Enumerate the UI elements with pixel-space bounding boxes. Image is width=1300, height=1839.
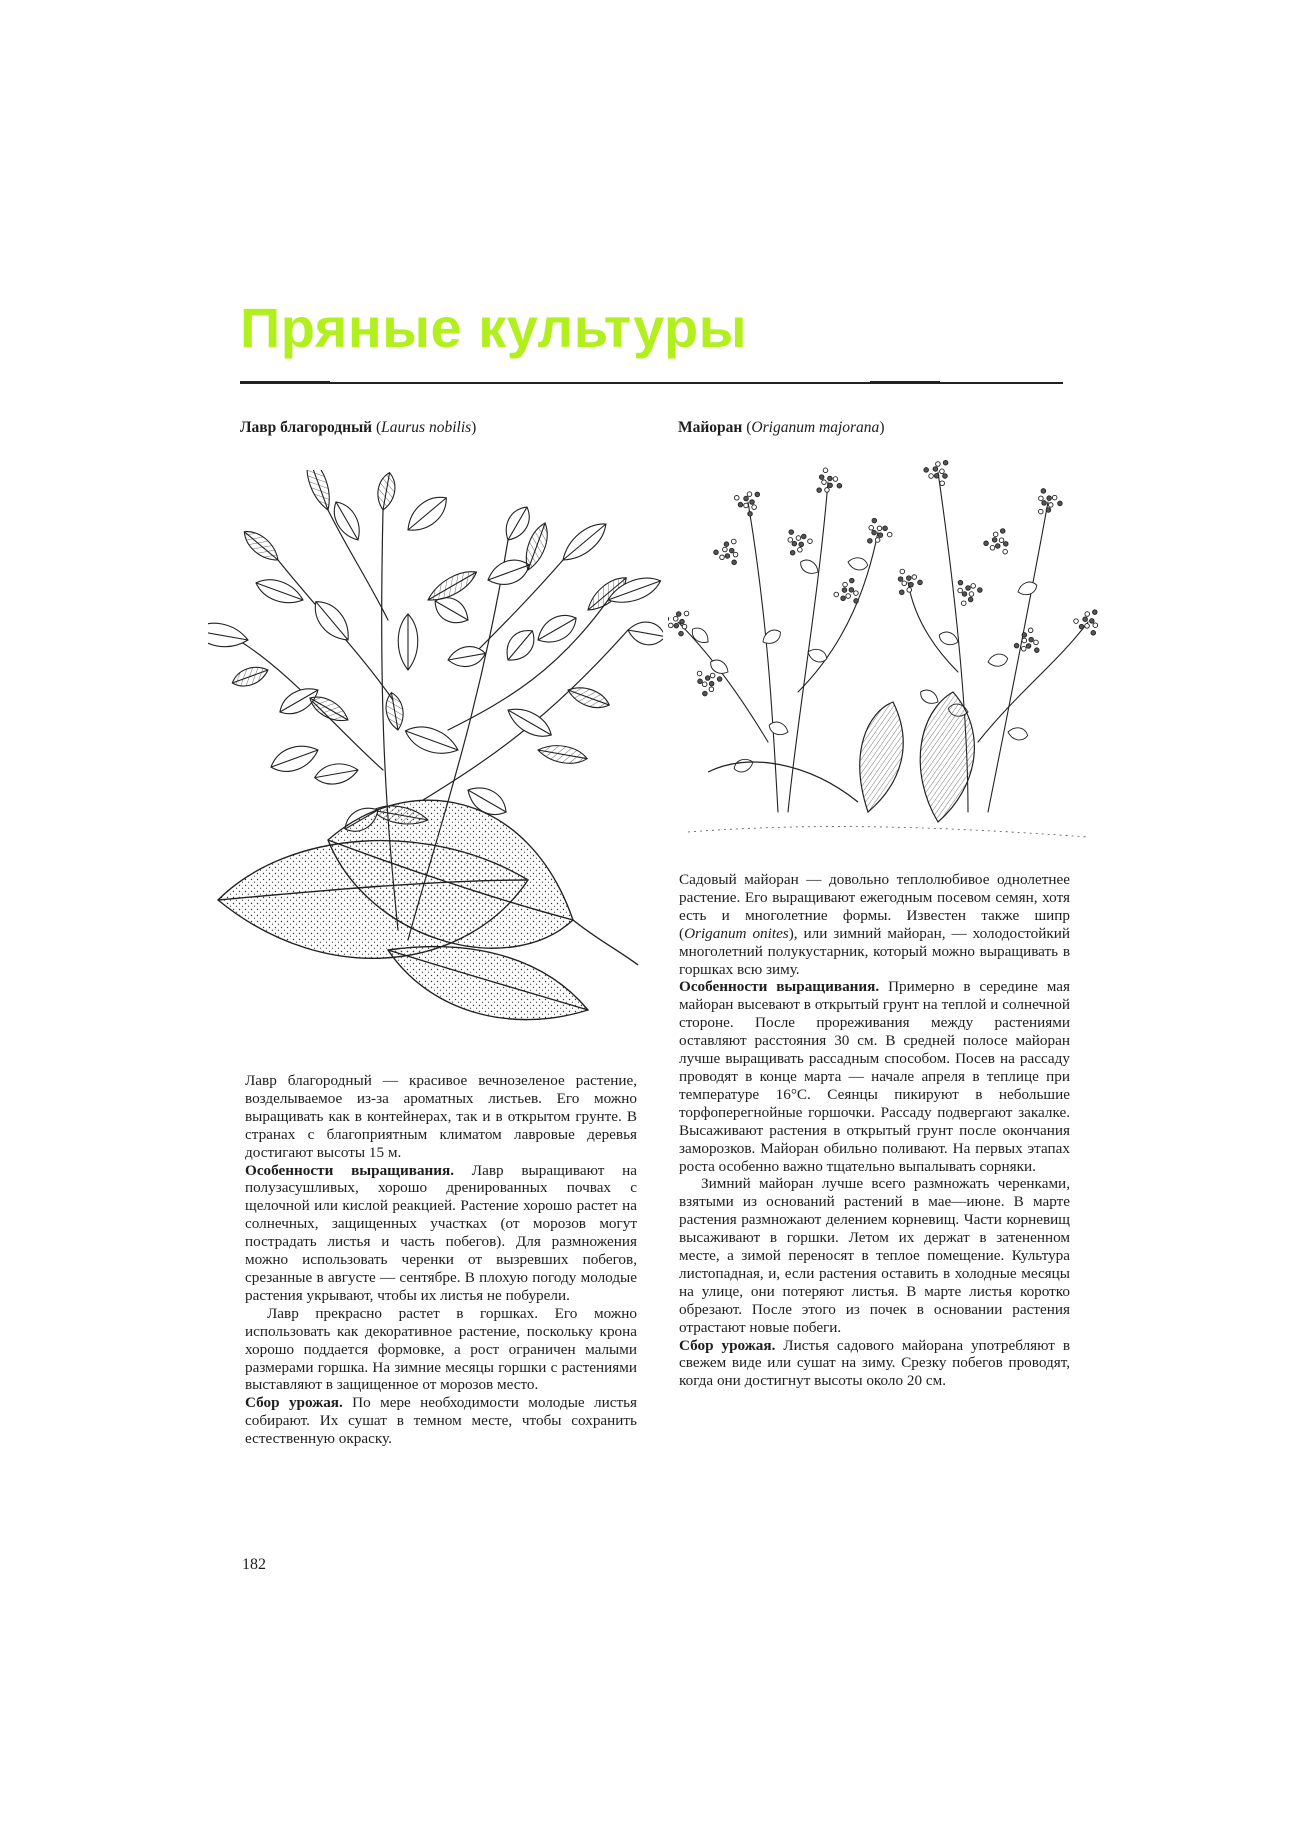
- marjoram-flower: [732, 560, 737, 565]
- marjoram-flower: [668, 623, 673, 628]
- laurel-text: [245, 1072, 637, 1448]
- marjoram-flower: [1047, 496, 1052, 501]
- marjoram-intro: [679, 871, 1070, 978]
- marjoram-flower: [909, 582, 914, 587]
- marjoram-flower: [887, 532, 892, 537]
- marjoram-flower: [682, 624, 687, 629]
- laurel-leaf: [626, 619, 663, 648]
- marjoram-flower: [868, 539, 873, 544]
- marjoram-flower: [674, 623, 679, 628]
- marjoram-intro-latin: Origanum onites: [684, 924, 789, 942]
- marjoram-flower: [679, 631, 684, 636]
- marjoram-flower: [918, 580, 923, 585]
- marjoram-flower: [738, 502, 743, 507]
- marjoram-leaf: [937, 630, 960, 648]
- marjoram-text: [679, 871, 1070, 1390]
- marjoram-flower: [828, 476, 833, 481]
- marjoram-flower: [1000, 529, 1005, 534]
- laurel-growing-text: Лавр выращивают на полузасушливых, хорошо дренированных почвах с щелочной или кислой реакцией. Растение хорошо растет на солнечных, защищенных участках (от морозов могут пострадать листья и часть побегов). Для размножения можно использовать черенки от вызревших побегов, срезанные в августе — сентябре. В плохую погоду молодые растения укрывают, чтобы их листья не побурели.: [245, 1161, 638, 1304]
- marjoram-flower: [878, 533, 883, 538]
- marjoram-flower: [823, 468, 828, 473]
- laurel-heading: [240, 418, 476, 438]
- marjoram-flower: [717, 677, 722, 682]
- marjoram-flower: [854, 599, 859, 604]
- marjoram-flower: [790, 550, 795, 555]
- marjoram-flower: [1034, 648, 1039, 653]
- marjoram-growing-paragraph: [679, 978, 1070, 1175]
- marjoram-flower: [725, 554, 730, 559]
- marjoram-flower: [902, 581, 907, 586]
- marjoram-flower: [1085, 624, 1090, 629]
- marjoram-flower: [999, 538, 1004, 543]
- marjoram-flower: [668, 617, 669, 622]
- marjoram-flower: [854, 591, 859, 596]
- laurel-harvest-text: По мере необходимости молодые листья собирают. Их сушат в темном месте, чтобы сохранить естественную окраску.: [245, 1394, 637, 1448]
- marjoram-flower: [1029, 637, 1034, 642]
- marjoram-flower: [924, 468, 929, 473]
- marjoram-flower: [792, 541, 797, 546]
- marjoram-flower: [673, 616, 678, 621]
- marjoram-flower: [936, 462, 941, 467]
- marjoram-flower: [825, 488, 830, 493]
- page-number: 182: [242, 1556, 266, 1573]
- marjoram-flower: [883, 526, 888, 531]
- laurel-leaf: [499, 624, 541, 668]
- laurel-leaf: [208, 619, 250, 651]
- marjoram-flower: [1038, 509, 1043, 514]
- marjoram-leaf: [806, 646, 829, 664]
- marjoram-flower: [993, 532, 998, 537]
- marjoram-flower: [724, 542, 729, 547]
- marjoram-flower: [834, 592, 839, 597]
- marjoram-flower: [899, 590, 904, 595]
- laurel-leaf: [565, 682, 612, 713]
- marjoram-flower: [733, 552, 738, 557]
- marjoram-flower: [755, 492, 760, 497]
- marjoram-winter-paragraph: Зимний майоран лучше всего размножать черенками, взятыми из оснований растений в мае—июне. В марте растения размножают делением корневищ. Части корневищ высаживают в горшки. Летом их держат в затененном месте, а зимой переносят в теплое помещение. Культура листопадная, и, если растения оставить в холодные месяцы на улице, они потеряют листья. В марте листья коротко обрезают. После этого из почек в основании растения отрастают новые побеги.: [679, 1175, 1070, 1336]
- marjoram-flower: [747, 492, 752, 497]
- marjoram-flower: [1003, 542, 1008, 547]
- marjoram-flower: [1091, 630, 1096, 635]
- laurel-leaf: [307, 594, 356, 647]
- marjoram-leaf: [732, 756, 755, 774]
- marjoram-flower: [720, 555, 725, 560]
- marjoram-flower: [841, 596, 846, 601]
- marjoram-leaf: [918, 687, 941, 707]
- laurel-leaf: [398, 614, 418, 670]
- laurel-leaf: [253, 574, 307, 609]
- marjoram-flower: [744, 496, 749, 501]
- marjoram-flower: [1048, 503, 1053, 508]
- divider-accent-right: [870, 381, 940, 384]
- marjoram-flower: [801, 534, 806, 539]
- marjoram-flower: [1090, 619, 1095, 624]
- marjoram-flower: [1052, 495, 1057, 500]
- marjoram-flower: [723, 547, 728, 552]
- marjoram-flower: [1034, 640, 1039, 645]
- marjoram-flower: [1041, 489, 1046, 494]
- marjoram-flower: [872, 518, 877, 523]
- laurel-growing-label: Особенности выращивания.: [245, 1161, 455, 1179]
- marjoram-flower: [940, 481, 945, 486]
- marjoram-heading-latin: Origanum majorana: [751, 419, 880, 436]
- marjoram-flower: [900, 569, 905, 574]
- marjoram-heading-name: Майоран: [678, 419, 743, 436]
- divider-accent-left: [240, 381, 330, 384]
- marjoram-flower: [929, 474, 934, 479]
- marjoram-leaf: [987, 653, 1009, 668]
- marjoram-flower: [958, 580, 963, 585]
- laurel-harvest-label: Сбор урожая.: [245, 1394, 343, 1412]
- marjoram-flower: [1003, 549, 1008, 554]
- marjoram-flower: [1022, 633, 1027, 638]
- marjoram-leaf: [1016, 580, 1039, 598]
- marjoram-flower: [877, 526, 882, 531]
- laurel-leaf: [401, 489, 454, 538]
- marjoram-flower: [898, 577, 903, 582]
- laurel-leaf: [557, 517, 612, 568]
- laurel-leaf: [229, 662, 270, 691]
- marjoram-flower: [808, 539, 813, 544]
- laurel-leaf: [532, 608, 581, 649]
- marjoram-heading-paren-close: ): [879, 419, 885, 436]
- marjoram-flower: [789, 530, 794, 535]
- marjoram-flower: [1079, 624, 1084, 629]
- marjoram-growing-text: Примерно в середине мая майоран высевают в открытый грунт на теплой и солнечной стороне. После прореживания между растениями оставляют расстояния 30 см. В средней полосе майоран лучше выращивать рассадным способом. Посев на рассаду проводят в конце марта — начале апреля в теплице при температуре 16°С. Сеянцы пикируют в небольшие торфоперегнойные горшочки. Рассаду подвергают закалке. Высаживают растения в открытый грунт после окончания заморозков. Майоран обильно поливают. На первых этапах роста особенно важно тщательно выпалывать сорняки.: [679, 978, 1071, 1175]
- marjoram-flower: [698, 679, 703, 684]
- marjoram-flower: [962, 592, 967, 597]
- laurel-leaf: [313, 760, 360, 787]
- marjoram-flower: [837, 483, 842, 488]
- marjoram-flower: [788, 538, 793, 543]
- title-divider: [240, 382, 1063, 384]
- laurel-heading-paren-open: (: [372, 419, 382, 436]
- marjoram-flower: [799, 542, 804, 547]
- marjoram-flower: [1074, 619, 1079, 624]
- laurel-heading-paren-close: ): [471, 419, 477, 436]
- marjoram-flower: [869, 525, 874, 530]
- marjoram-flower: [990, 545, 995, 550]
- marjoram-flower: [968, 597, 973, 602]
- laurel-heading-latin: Laurus nobilis: [381, 419, 472, 436]
- marjoram-leaf: [689, 625, 712, 647]
- marjoram-flower: [943, 474, 948, 479]
- marjoram-flower: [714, 550, 719, 555]
- marjoram-leaf: [847, 556, 869, 571]
- laurel-intro: Лавр благородный — красивое вечнозеленое растение, возделываемое из-за ароматных листьев. Его можно выращивать как в контейнерах, так и в открытом грунте. В странах с благоприятным климатом лавровые деревья достигают высоты 15 м.: [245, 1072, 637, 1161]
- laurel-leaf: [503, 702, 556, 744]
- marjoram-flower: [697, 671, 702, 676]
- marjoram-flower: [752, 505, 757, 510]
- marjoram-flower: [1046, 508, 1051, 513]
- marjoram-flower: [1085, 612, 1090, 617]
- marjoram-leaf: [1007, 726, 1029, 741]
- marjoram-flower: [709, 687, 714, 692]
- marjoram-flower: [705, 676, 710, 681]
- marjoram-heading-paren-open: (: [742, 419, 752, 436]
- marjoram-flower: [798, 547, 803, 552]
- marjoram-flower: [992, 538, 997, 543]
- marjoram-flower: [943, 460, 948, 465]
- marjoram-flower: [1022, 638, 1027, 643]
- marjoram-flower: [1093, 610, 1098, 615]
- marjoram-flower: [940, 469, 945, 474]
- marjoram-leaf: [760, 627, 783, 647]
- laurel-leaf: [383, 691, 406, 731]
- marjoram-flower: [819, 475, 824, 480]
- marjoram-flower: [849, 578, 854, 583]
- marjoram-flower: [1093, 623, 1098, 628]
- laurel-harvest-paragraph: [245, 1394, 637, 1448]
- marjoram-flower: [744, 503, 749, 508]
- marjoram-harvest-text: Листья садового майорана употребляют в свежем виде или сушат на зиму. Срезку побегов проводят, когда они достигнут высоты около 20 см.: [679, 1336, 1071, 1390]
- marjoram-flower: [731, 539, 736, 544]
- laurel-leaf: [375, 471, 398, 511]
- laurel-leaf: [402, 720, 462, 760]
- marjoram-flower: [1021, 646, 1026, 651]
- marjoram-flower: [1026, 644, 1031, 649]
- marjoram-flower: [971, 584, 976, 589]
- page-title: Пряные культуры: [240, 296, 748, 359]
- marjoram-flower: [676, 612, 681, 617]
- marjoram-flower: [1028, 628, 1033, 633]
- marjoram-flower: [849, 588, 854, 593]
- marjoram-flower: [875, 538, 880, 543]
- marjoram-flower: [817, 488, 822, 493]
- marjoram-flower: [833, 477, 838, 482]
- laurel-leaf: [537, 742, 589, 767]
- marjoram-flower: [958, 588, 963, 593]
- marjoram-flower: [872, 530, 877, 535]
- marjoram-flower: [843, 582, 848, 587]
- marjoram-flower: [934, 473, 939, 478]
- marjoram-flower: [846, 594, 851, 599]
- laurel-heading-name: Лавр благородный: [240, 419, 373, 436]
- laurel-leaf: [500, 502, 536, 545]
- marjoram-intro-b: ), или зимний майоран, — холодостойкий многолетний полукустарник, который можно выращивать в горшках всю зиму.: [679, 924, 1070, 978]
- marjoram-leaf: [767, 720, 790, 738]
- marjoram-plant-icon: [668, 442, 1098, 842]
- marjoram-flower: [796, 536, 801, 541]
- marjoram-flower: [1042, 501, 1047, 506]
- marjoram-flower: [748, 512, 753, 517]
- marjoram-flower: [702, 682, 707, 687]
- marjoram-flower: [842, 588, 847, 593]
- marjoram-leaf: [798, 557, 821, 577]
- marjoram-flower: [680, 619, 685, 624]
- marjoram-flower: [933, 467, 938, 472]
- marjoram-flower: [984, 541, 989, 546]
- laurel-leaf: [301, 470, 336, 513]
- marjoram-flower: [828, 483, 833, 488]
- marjoram-flower: [969, 592, 974, 597]
- marjoram-flower: [703, 691, 708, 696]
- marjoram-flower: [750, 500, 755, 505]
- marjoram-intro-a: Садовый майоран — довольно теплолюбивое однолетнее растение. Его выращивают ежегодным посевом семян, хотя есть и многолетние формы. Известен также шипр (: [679, 871, 1070, 942]
- marjoram-flower: [907, 576, 912, 581]
- marjoram-flower: [907, 588, 912, 593]
- marjoram-flower: [684, 611, 689, 616]
- marjoram-flower: [729, 548, 734, 553]
- marjoram-growing-label: Особенности выращивания.: [679, 978, 880, 996]
- marjoram-heading: [678, 418, 884, 438]
- marjoram-flower: [1014, 643, 1019, 648]
- marjoram-flower: [710, 673, 715, 678]
- marjoram-flower: [966, 586, 971, 591]
- laurel-pots-paragraph: Лавр прекрасно растет в горшках. Его можно использовать как декоративное растение, поскольку крона хорошо поддается формовке, а рост ограничен малыми размерами горшка. На зимние месяцы горшки с растениями выставляют в защищенное от морозов место.: [245, 1304, 637, 1394]
- marjoram-flower: [709, 681, 714, 686]
- marjoram-flower: [912, 575, 917, 580]
- laurel-leaf: [267, 739, 322, 777]
- marjoram-flower: [1058, 501, 1063, 506]
- laurel-leaf: [239, 525, 283, 566]
- marjoram-harvest-label: Сбор урожая.: [679, 1336, 776, 1354]
- marjoram-flower: [822, 480, 827, 485]
- laurel-branch-icon: [208, 470, 663, 1060]
- laurel-growing-paragraph: [245, 1162, 637, 1305]
- marjoram-flower: [734, 495, 739, 500]
- marjoram-flower: [978, 588, 983, 593]
- marjoram-flower: [1083, 617, 1088, 622]
- marjoram-harvest-paragraph: [679, 1337, 1070, 1391]
- marjoram-flower: [961, 601, 966, 606]
- marjoram-flower: [995, 544, 1000, 549]
- marjoram-flower: [1039, 496, 1044, 501]
